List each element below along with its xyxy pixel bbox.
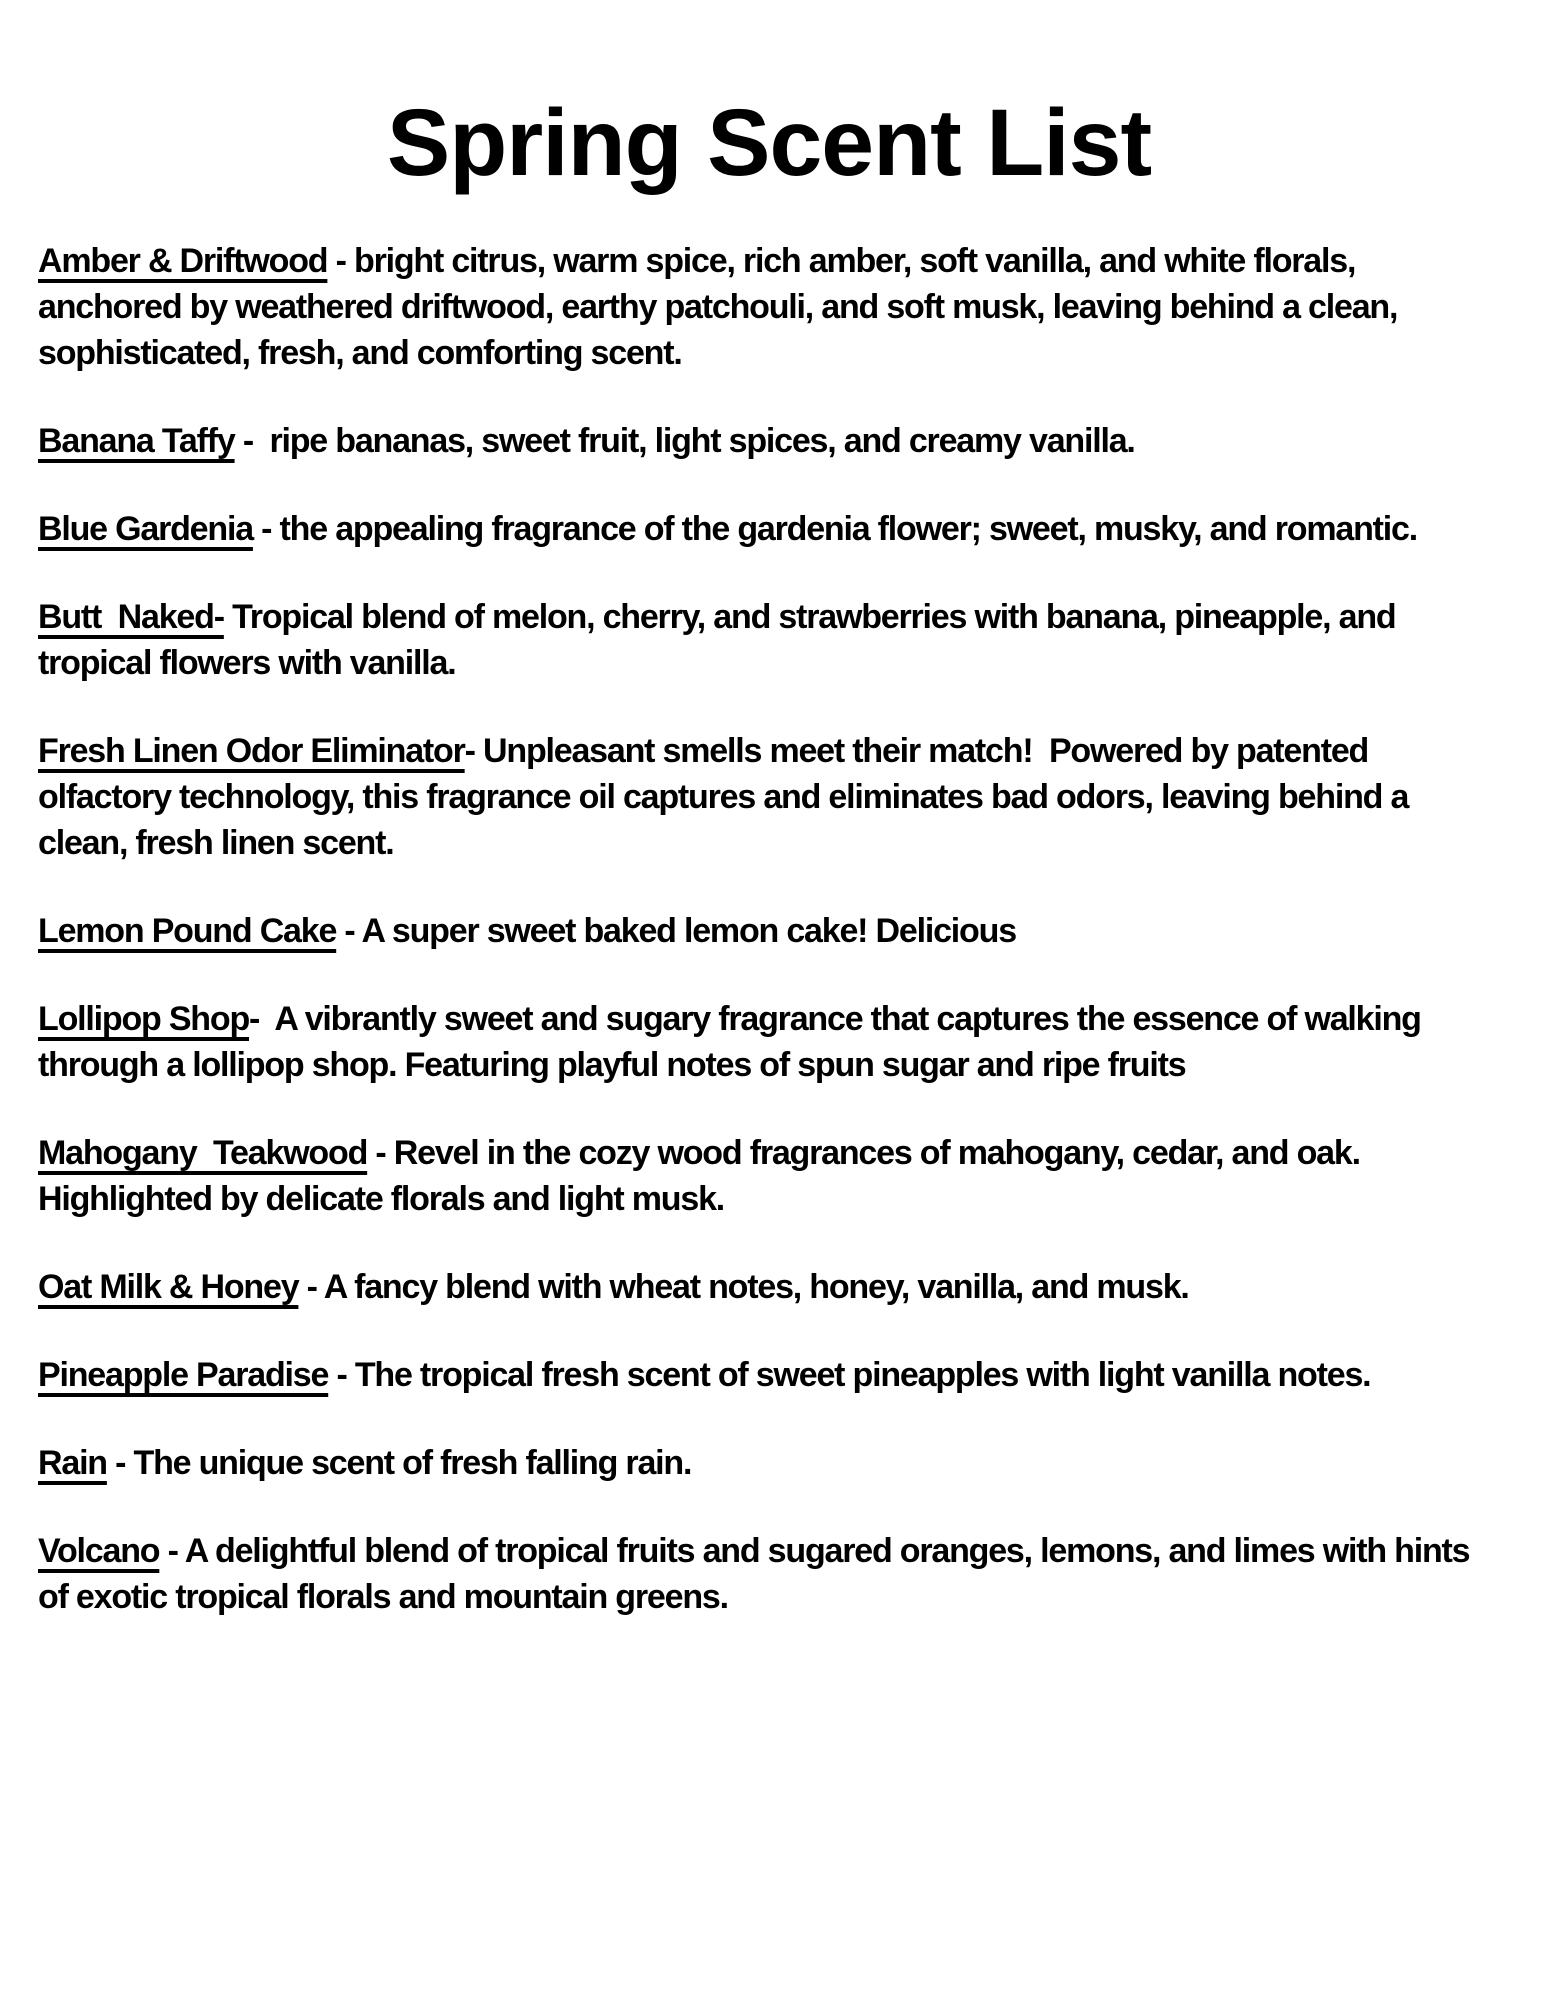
scent-entry <box>38 506 1500 552</box>
scent-entry <box>38 1528 1500 1620</box>
scent-description: Tropical blend of melon, cherry, and strawberries with banana, pineapple, and tropical flowers with vanilla. <box>38 598 1404 682</box>
scent-name: Butt Naked- <box>38 598 224 636</box>
scent-description: bright citrus, warm spice, rich amber, soft vanilla, and white florals, anchored by weathered driftwood, earthy patchouli, and soft musk, leaving behind a clean, sophisticated, fresh, and comforting scent. <box>38 242 1406 372</box>
scent-name: Mahogany Teakwood <box>38 1134 368 1172</box>
scent-separator <box>224 598 232 636</box>
page-title: Spring Scent List <box>386 90 1152 196</box>
scent-name: Rain <box>38 1444 107 1482</box>
scent-description: A delightful blend of tropical fruits and sugared oranges, lemons, and limes with hints of exotic tropical florals and mountain greens. <box>38 1532 1478 1616</box>
scent-separator: - <box>249 1000 275 1038</box>
scent-entry <box>38 238 1500 376</box>
scent-name: Blue Gardenia <box>38 510 253 548</box>
scent-name: Lemon Pound Cake <box>38 912 337 950</box>
scent-separator: - <box>327 242 354 280</box>
scent-name: Volcano <box>38 1532 160 1570</box>
scent-entry <box>38 1264 1500 1310</box>
scent-entry <box>38 908 1500 954</box>
scent-entry <box>38 1352 1500 1398</box>
scent-description: Revel in the cozy wood fragrances of mahogany, cedar, and oak. Highlighted by delicate florals and light musk. <box>38 1134 1369 1218</box>
scent-entry <box>38 728 1500 866</box>
scent-description: The unique scent of fresh falling rain. <box>133 1444 692 1482</box>
scent-separator: - <box>252 510 280 548</box>
scent-separator: - <box>367 1134 394 1172</box>
scent-entry <box>38 996 1500 1088</box>
scent-name: Lollipop Shop <box>38 1000 250 1038</box>
scent-name: Oat Milk & Honey <box>38 1268 299 1306</box>
scent-description: A super sweet baked lemon cake! Delicious <box>361 912 1016 950</box>
scent-description: Unpleasant smells meet their match! Powered by patented olfactory technology, this fragrance oil captures and eliminates bad odors, leaving behind a clean, fresh linen scent. <box>38 732 1417 862</box>
scent-description: The tropical fresh scent of sweet pineapples with light vanilla notes. <box>354 1356 1371 1394</box>
scent-description: A vibrantly sweet and sugary fragrance that captures the essence of walking through a lollipop shop. Featuring playful notes of spun sugar and ripe fruits <box>38 1000 1429 1084</box>
scent-entry <box>38 594 1500 686</box>
scent-separator: - <box>159 1532 185 1570</box>
scent-name: Amber & Driftwood <box>38 242 328 280</box>
scent-name: Banana Taffy <box>38 422 235 460</box>
scent-separator: - <box>106 1444 134 1482</box>
scent-list <box>38 238 1500 1620</box>
scent-separator: - <box>234 422 270 460</box>
scent-separator: - <box>298 1268 324 1306</box>
scent-separator: - <box>328 1356 355 1394</box>
scent-separator: - <box>464 732 484 770</box>
scent-name: Pineapple Paradise <box>38 1356 329 1394</box>
scent-entry <box>38 418 1500 464</box>
scent-description: ripe bananas, sweet fruit, light spices, and creamy vanilla. <box>269 422 1135 460</box>
scent-separator: - <box>336 912 362 950</box>
scent-description: A fancy blend with wheat notes, honey, vanilla, and musk. <box>323 1268 1189 1306</box>
scent-entry <box>38 1130 1500 1222</box>
scent-name: Fresh Linen Odor Eliminator <box>38 732 465 770</box>
scent-description: the appealing fragrance of the gardenia flower; sweet, musky, and romantic. <box>279 510 1417 548</box>
scent-entry <box>38 1440 1500 1486</box>
